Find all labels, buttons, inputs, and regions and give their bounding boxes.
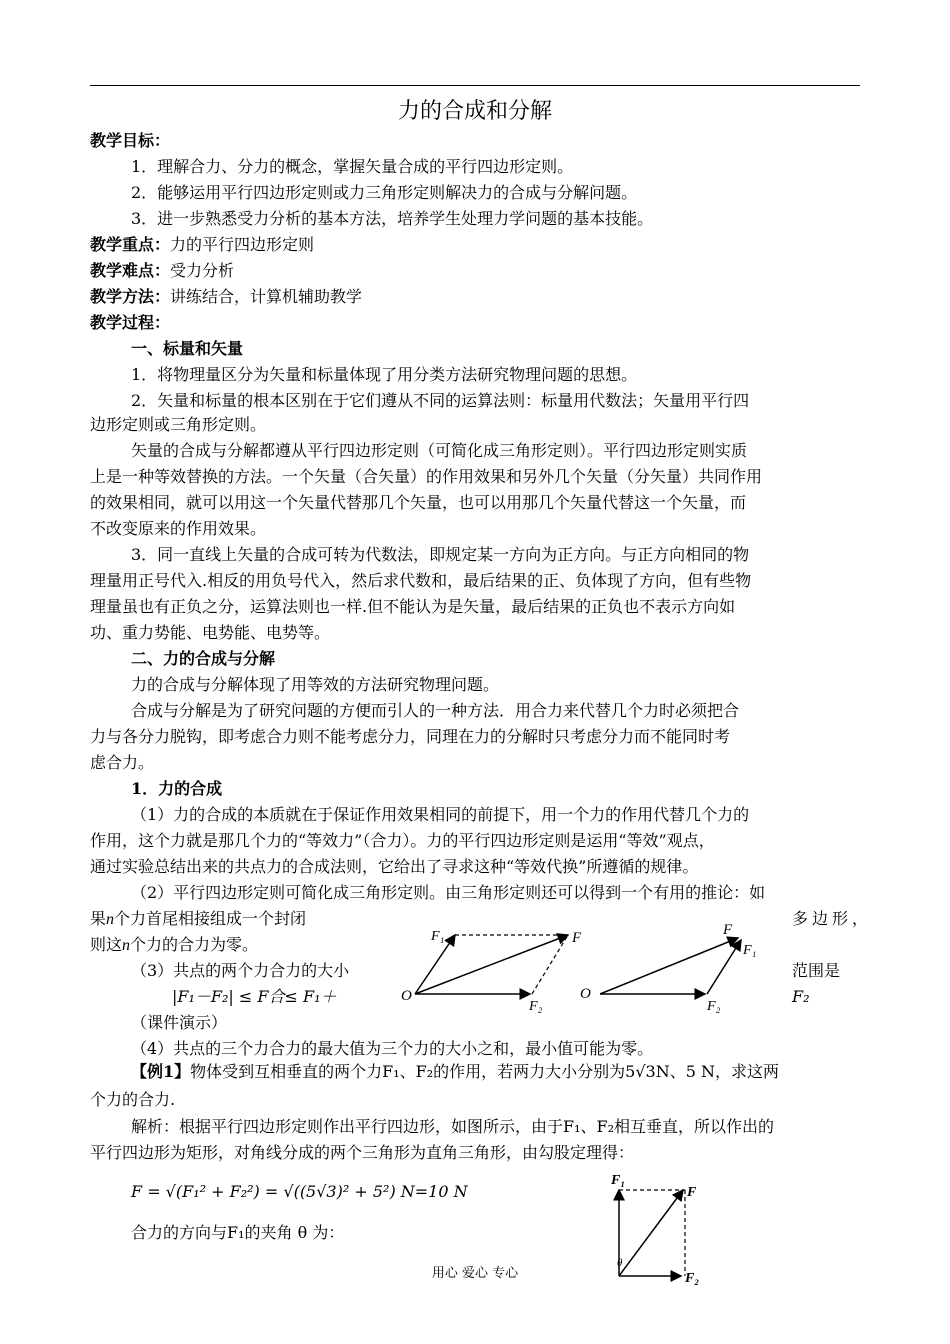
- composition-figure: [395, 918, 775, 1018]
- difficulty-label: 教学难点：: [90, 261, 171, 280]
- process-label: 教学过程：: [90, 313, 171, 332]
- label-f: F: [572, 930, 582, 946]
- section2-line: 力的合成与分解体现了用等效的方法研究物理问题。: [131, 675, 500, 694]
- objective-item-2: 2．能够运用平行四边形定则或力三角形定则解决力的合成与分解问题。: [131, 183, 638, 202]
- dashed-right: [532, 935, 568, 994]
- demo-note: （课件演示）: [131, 1013, 228, 1032]
- section2-line: 力与各分力脱钩，即考虑合力则不能考虑分力，同理在力的分解时只考虑分力而不能同时考: [90, 727, 731, 746]
- p2-n: n: [106, 911, 115, 928]
- example-label: 【例1】: [131, 1062, 191, 1081]
- section2-line: 虑合力。: [90, 753, 155, 772]
- p2-text: 个力首尾相接组成一个封闭: [114, 909, 307, 928]
- sub1-p2-line1: （2）平行四边形定则可简化成三角形定则。由三角形定则还可以得到一个有用的推论：如: [131, 883, 766, 902]
- example-line2: 个力的合力.: [90, 1090, 176, 1109]
- p2-text: 则这: [90, 935, 123, 954]
- key-point-text: 力的平行四边形定则: [170, 235, 315, 254]
- section1-line: 上是一种等效替换的方法。一个矢量（合矢量）的作用效果和另外几个矢量（分矢量）共同作用: [90, 467, 763, 486]
- section2-line: 合成与分解是为了研究问题的方便而引人的一种方法．用合力来代替几个力时必须把合: [131, 701, 740, 720]
- label-f: F: [687, 1185, 697, 1200]
- label-f1: F₁: [743, 943, 757, 958]
- example-line1: [131, 1062, 779, 1082]
- section1-line: 不改变原来的作用效果。: [90, 519, 267, 538]
- key-point-label: 教学重点：: [90, 235, 171, 254]
- section1-line: 2．矢量和标量的根本区别在于它们遵从不同的运算法则：标量用代数法；矢量用平行四: [131, 391, 750, 410]
- section2-heading: 二、力的合成与分解: [131, 649, 276, 668]
- section1-line: 矢量的合成与分解都遵从平行四边形定则（可简化成三角形定则）。平行四边形定则实质: [131, 441, 748, 460]
- page-footer: 用心 爱心 专心: [431, 1266, 519, 1281]
- difficulty: [90, 261, 234, 281]
- sub1-p1-line: 通过实验总结出来的共点力的合成法则，它给出了寻求这种“等效代换”所遵循的规律。: [90, 857, 699, 876]
- solution-line2: 平行四边形为矩形，对角线分成的两个三角形为直角三角形，由勾股定理得：: [90, 1143, 635, 1162]
- sub1-p1-line: （1）力的合成的本质就在于保证作用效果相同的前提下，用一个力的作用代替几个力的: [131, 805, 750, 824]
- section1-line: 3．同一直线上矢量的合成可转为代数法，即规定某一方向为正方向。与正方向相同的物: [131, 545, 750, 564]
- label-f2: F₂: [529, 999, 543, 1014]
- label-f1: F₁: [611, 1173, 626, 1188]
- label-theta: θ: [617, 1257, 623, 1269]
- key-point: [90, 235, 314, 255]
- sub1-heading: 1．力的合成: [131, 779, 223, 798]
- example-text: 物体受到互相垂直的两个力F₁、F₂的作用，若两力大小分别为5√3N、5 N，求这两: [190, 1062, 779, 1081]
- section1-line: 理量虽也有正负之分，运算法则也一样.但不能认为是矢量，最后结果的正负也不表示方向如: [90, 597, 736, 616]
- inequality: |F₁－F₂| ≤ F合≤ F₁＋: [172, 987, 337, 1006]
- section1-heading: 一、标量和矢量: [131, 339, 244, 358]
- parallelogram-diagram: [401, 929, 582, 1014]
- section1-line: 理量用正号代入.相反的用负号代入，然后求代数和，最后结果的正、负体现了方向，但有些物: [90, 571, 752, 590]
- method-text: 讲练结合，计算机辅助教学: [170, 287, 363, 306]
- method: [90, 287, 362, 307]
- label-f1: F₁: [431, 929, 445, 944]
- top-rule: [90, 85, 860, 86]
- section1-line: 边形定则或三角形定则。: [90, 415, 267, 434]
- section1-line: 1．将物理量区分为矢量和标量体现了用分类方法研究物理问题的思想。: [131, 365, 638, 384]
- objectives-label: 教学目标：: [90, 131, 171, 150]
- objective-item-3: 3．进一步熟悉受力分析的基本方法，培养学生处理力学问题的基本技能。: [131, 209, 654, 228]
- p2-text: 个力的合力为零。: [130, 935, 259, 954]
- sub1-p2-line2-tail: 多边形，: [792, 909, 873, 928]
- label-f: F: [723, 922, 733, 938]
- sub1-p2-line2: [90, 909, 306, 930]
- sub1-p3-tail: 范围是: [792, 961, 841, 980]
- page-title: 力的合成和分解: [397, 99, 552, 124]
- inequality-tail: F₂: [792, 987, 810, 1006]
- section1-line: 的效果相同，就可以用这一个矢量代替那几个矢量，也可以用那几个矢量代替这一个矢量，而: [90, 493, 747, 512]
- p2-text: 果: [90, 909, 107, 928]
- triangle-diagram: [580, 922, 756, 1014]
- solution-line1: 解析：根据平行四边形定则作出平行四边形，如图所示，由于F₁、F₂相互垂直，所以作出的: [131, 1117, 775, 1136]
- label-f2: F₂: [707, 999, 721, 1014]
- method-label: 教学方法：: [90, 287, 171, 306]
- sub1-p1-line: 作用，这个力就是那几个力的“等效力”（合力）。力的平行四边形定则是运用“等效”观点，: [90, 831, 715, 850]
- label-f2: F₂: [685, 1271, 700, 1286]
- objective-item-1: 1．理解合力、分力的概念，掌握矢量合成的平行四边形定则。: [131, 157, 574, 176]
- sub1-p4: （4）共点的三个力合力的最大值为三个力的大小之和，最小值可能为零。: [131, 1039, 654, 1058]
- tri-f-vector: [600, 938, 738, 994]
- p2-n: n: [122, 937, 131, 954]
- label-o: O: [401, 988, 412, 1004]
- sub1-p3-line: （3）共点的两个力合力的大小: [131, 961, 350, 980]
- pythagoras-formula: F = √(F₁² + F₂²) = √((5√3)² + 5²) N=10 N: [131, 1182, 468, 1201]
- section1-line: 功、重力势能、电势能、电势等。: [90, 623, 331, 642]
- label-o: O: [580, 986, 591, 1002]
- angle-line: 合力的方向与F₁的夹角 θ 为：: [131, 1223, 345, 1242]
- difficulty-text: 受力分析: [170, 261, 235, 280]
- sub1-p2-line3: [90, 935, 258, 956]
